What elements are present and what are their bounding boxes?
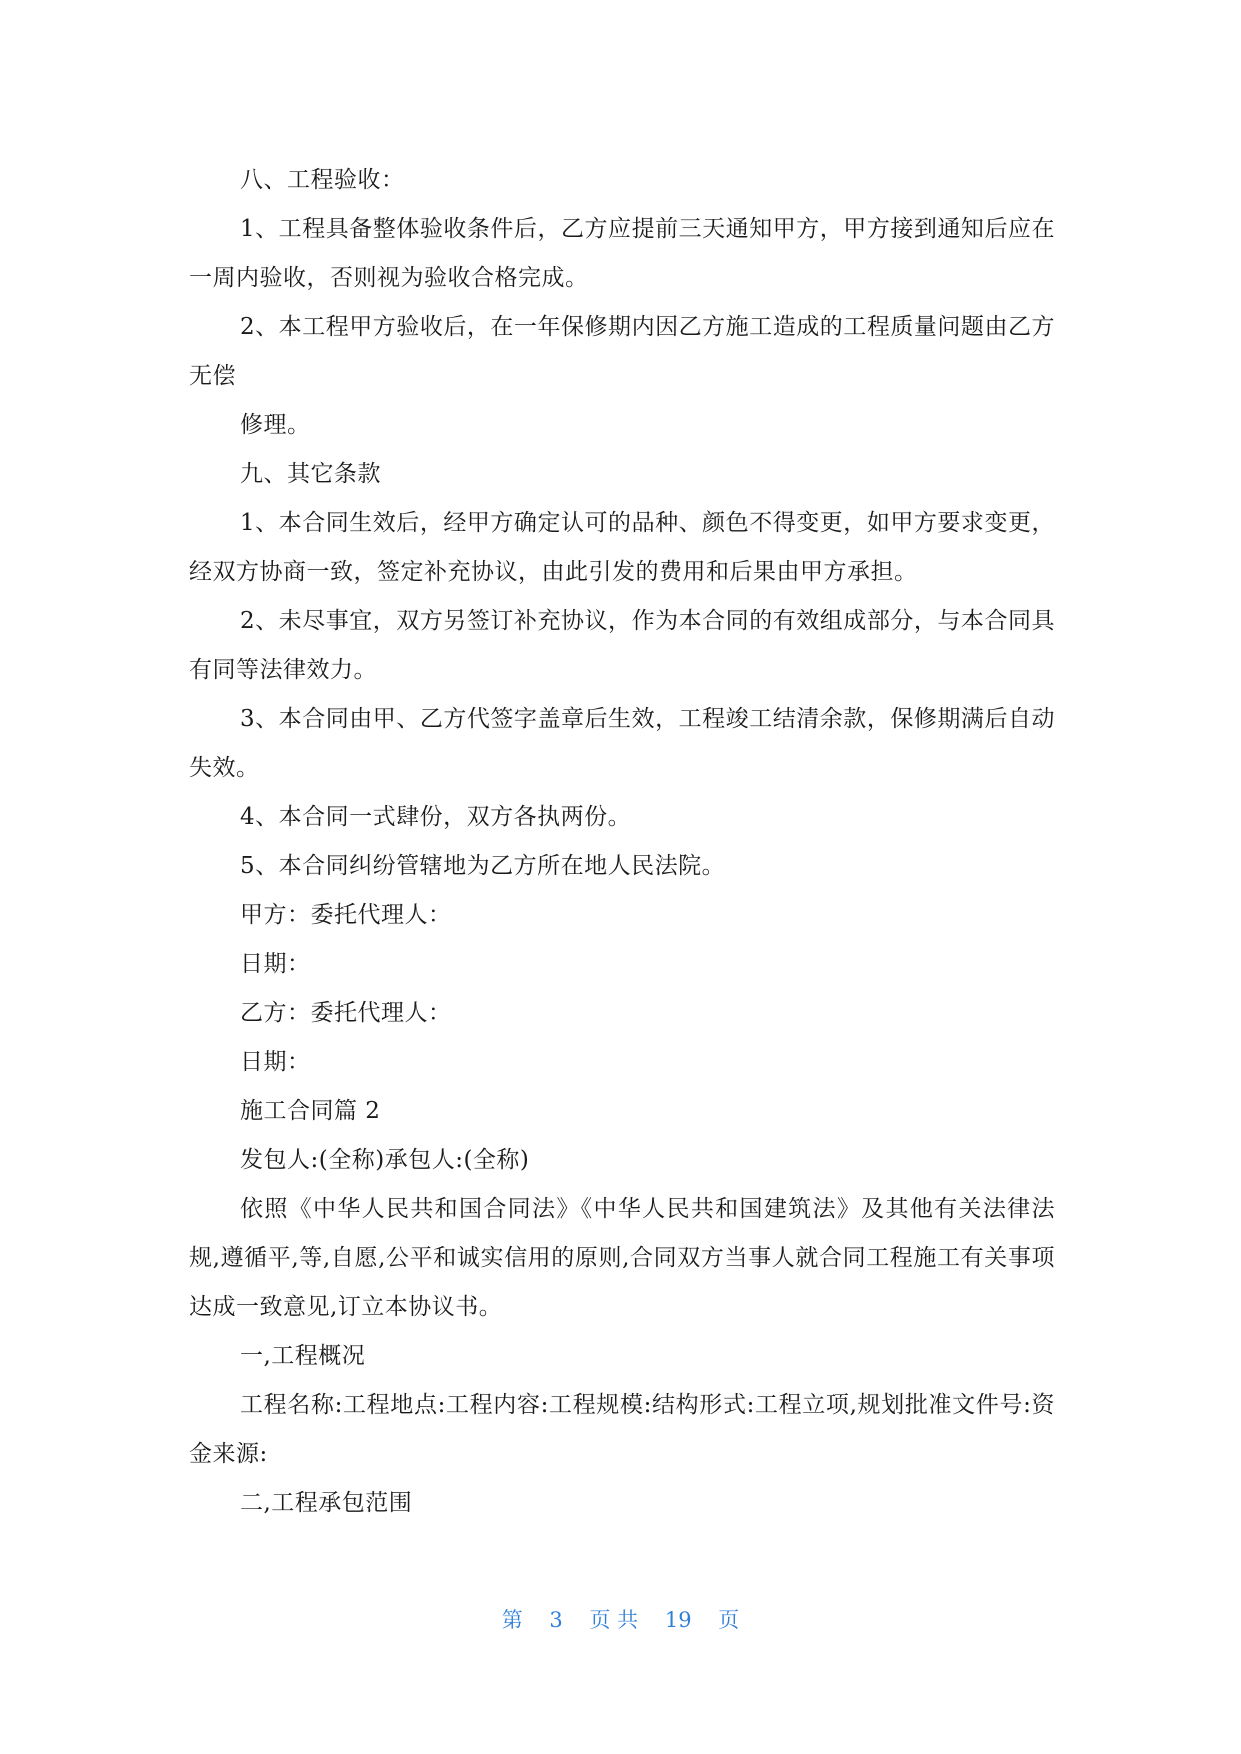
clause-8-1: 1、工程具备整体验收条件后，乙方应提前三天通知甲方，甲方接到通知后应在一周内验收，否则视为验收合格完成。 [189,216,1055,291]
clause-9-2: 2、未尽事宜，双方另签订补充协议，作为本合同的有效组成部分，与本合同具有同等法律效力。 [189,608,1055,683]
current-page-number: 3 [549,1608,563,1632]
clause-9-3: 3、本合同由甲、乙方代签字盖章后生效，工程竣工结清余款，保修期满后自动失效。 [189,706,1055,781]
party-b-signature: 乙方：委托代理人： [240,1000,452,1026]
page-footer [0,1604,1241,1634]
footer-ye: 页 [718,1608,740,1632]
clause-9-5: 5、本合同纠纷管辖地为乙方所在地人民法院。 [240,853,726,879]
project-overview-fields: 工程名称:工程地点:工程内容:工程规模:结构形式:工程立项,规划批准文件号:资金来源: [189,1392,1055,1467]
section-heading-8: 八、工程验收： [240,167,405,193]
clause-8-2: 2、本工程甲方验收后，在一年保修期内因乙方施工造成的工程质量问题由乙方无偿 [189,314,1055,389]
party-a-date: 日期： [240,951,311,977]
contract-parties: 发包人:(全称)承包人:(全称) [240,1147,530,1173]
clause-8-2-continued: 修理。 [240,412,311,438]
section-heading-9: 九、其它条款 [240,461,381,487]
clause-9-1: 1、本合同生效后，经甲方确定认可的品种、颜色不得变更，如甲方要求变更，经双方协商一致，签定补充协议，由此引发的费用和后果由甲方承担。 [189,510,1055,585]
total-page-count: 19 [664,1608,692,1632]
section-heading-project-overview: 一,工程概况 [240,1343,366,1369]
section-heading-contract-scope: 二,工程承包范围 [240,1490,413,1516]
party-b-date: 日期： [240,1049,311,1075]
contract-preamble: 依照《中华人民共和国合同法》《中华人民共和国建筑法》及其他有关法律法规,遵循平,等,自愿,公平和诚实信用的原则,合同双方当事人就合同工程施工有关事项达成一致意见,订立本协议书。 [189,1196,1055,1320]
footer-di: 第 [501,1608,523,1632]
contract-2-title: 施工合同篇 2 [240,1098,381,1124]
clause-9-4: 4、本合同一式肆份，双方各执两份。 [240,804,632,830]
party-a-signature: 甲方：委托代理人： [240,902,452,928]
footer-ye-gong: 页 共 [589,1608,639,1632]
document-body [189,156,1055,1528]
